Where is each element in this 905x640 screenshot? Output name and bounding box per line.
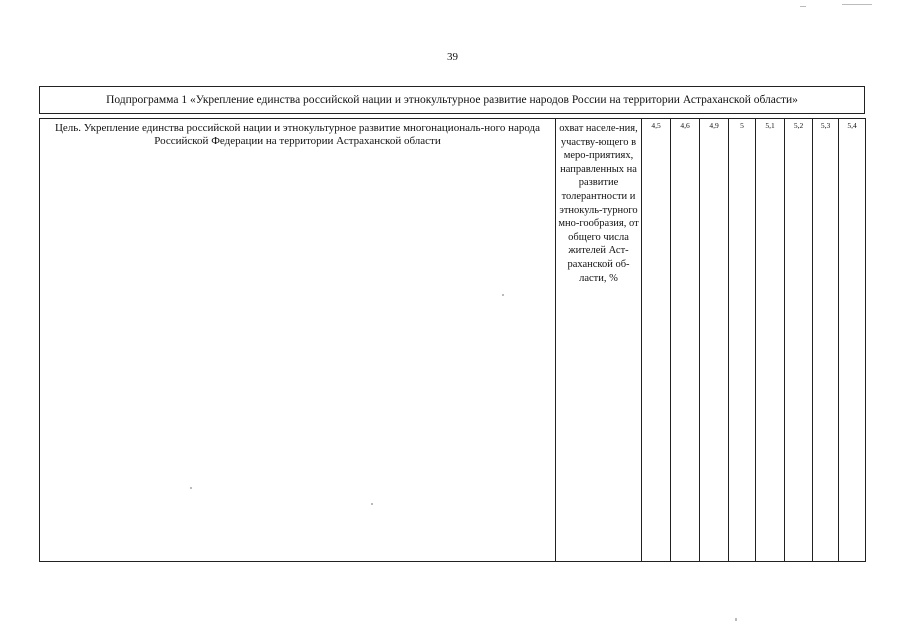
indicator-cell (556, 119, 642, 562)
scan-mark (800, 6, 806, 7)
value-cell-4: 5 (729, 119, 756, 562)
table-row (40, 119, 866, 562)
page-number: 39 (447, 51, 458, 63)
scan-mark (502, 294, 504, 296)
goal-cell (40, 119, 556, 562)
scan-mark (190, 487, 192, 489)
value-cell-5: 5,1 (756, 119, 785, 562)
value-cell-6: 5,2 (785, 119, 813, 562)
goal-text: Цель. Укрепление единства российской нации и этнокультурное развитие многонациональ-ного народа Российской Федерации на территории Астраханской области (54, 122, 541, 147)
scan-mark (371, 503, 373, 505)
indicator-text: охват населе-ния, участву-ющего в меро-приятиях, направленных на развитие толерантности и этнокуль-турного мно-гообразия, от общего числа жителей Аст-раханской об-ласти, % (558, 123, 639, 284)
value-cell-3: 4,9 (700, 119, 729, 562)
scan-mark (735, 618, 737, 621)
value-cell-7: 5,3 (813, 119, 839, 562)
value-cell-2: 4,6 (671, 119, 700, 562)
scan-mark (842, 4, 872, 5)
value-cell-1: 4,5 (642, 119, 671, 562)
subprogram-title: Подпрограмма 1 «Укрепление единства российской нации и этнокультурное развитие народов России на территории Астраханской области» (39, 86, 865, 114)
value-cell-8: 5,4 (839, 119, 866, 562)
indicator-table (39, 118, 866, 562)
